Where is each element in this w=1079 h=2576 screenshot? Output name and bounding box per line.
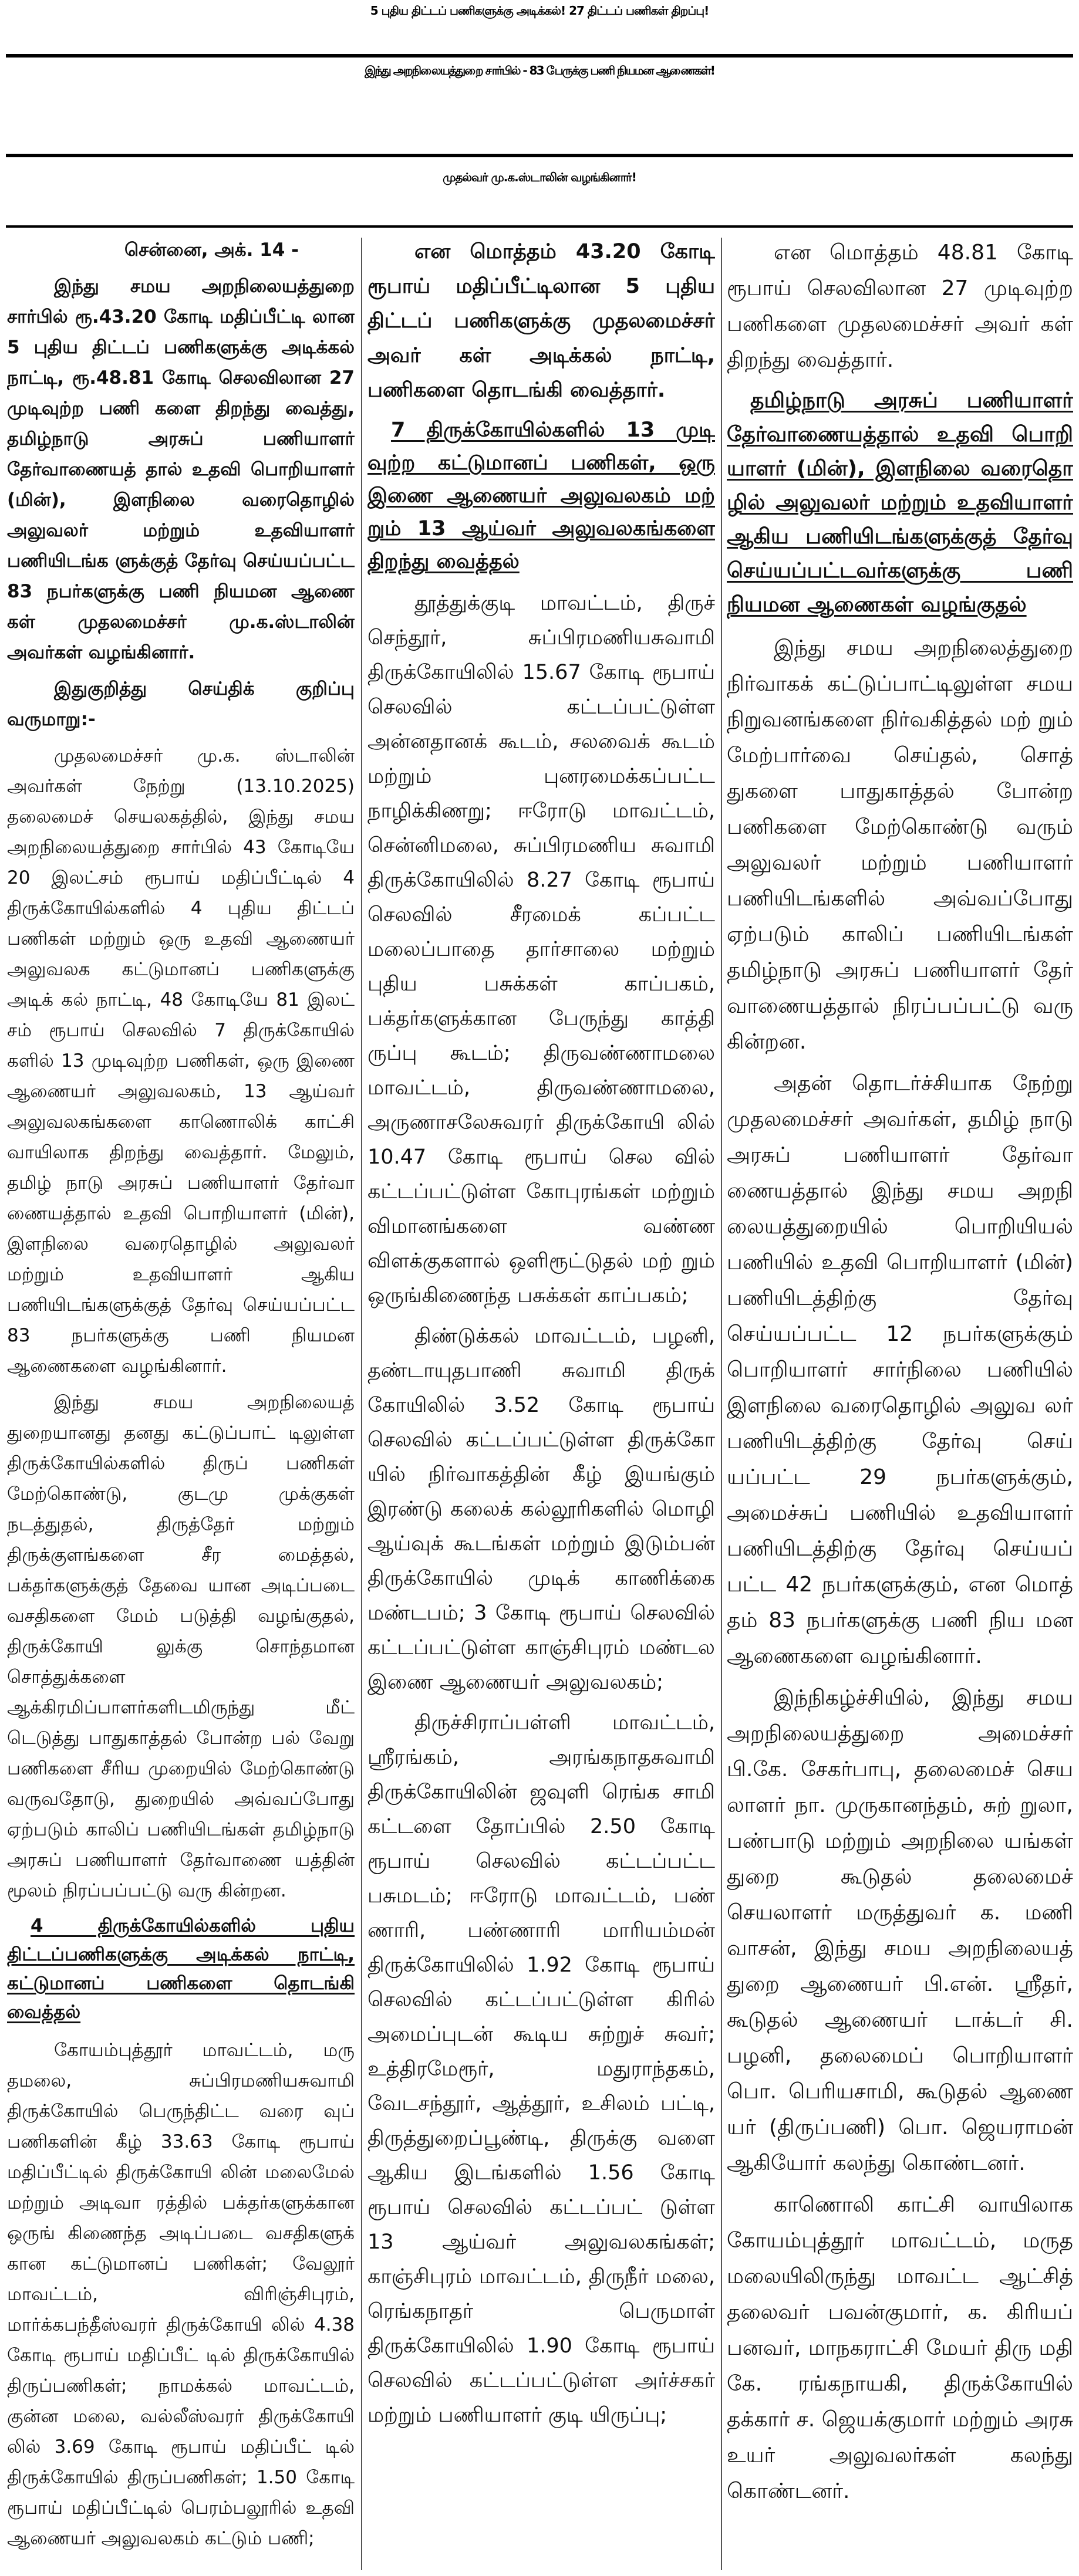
body-paragraph: காணொலி காட்சி வாயிலாக கோயம்புத்தூர் மாவட்டம், மருத மலையிலிருந்து மாவட்ட ஆட்சித் தலைவர் பவன்குமார், க. கிரியப் பனவர், மாநகராட்சி மேயர் திரு மதி கே. ரங்கநாயகி, திருக்கோயில் தக்கார் ச. ஜெயக்குமார் மற்றும் அரசு உயர் அலுவலர்கள் கலந்து கொண்டனர்.: [727, 2193, 1073, 2503]
headline-divider: [6, 154, 1073, 157]
body-paragraph: இந்து சமய அறநிலையத் துறையானது தனது கட்டுப்பாட் டிலுள்ள திருக்கோயில்களில் திருப் பணிகள் மேற்கொண்டு, குடமு முக்குகள் நடத்துதல், திருத்தேர் மற்றும் திருக்குளங்களை சீர மைத்தல், பக்தர்களுக்குத் தேவை யான அடிப்படை வசதிகளை மேம் படுத்தி வழங்குதல், திருக்கோயி லுக்கு சொந்தமான சொத்துக்களை ஆக்கிரமிப்பாளர்களிடமிருந்து மீட் டெடுத்து பாதுகாத்தல் போன்ற பல் வேறு பணிகளை சீரிய முறையில் மேற்கொண்டு வருவதோடு, துறையில் அவ்வப்போது ஏற்படும் காலிப் பணியிடங்கள் தமிழ்நாடு அரசுப் பணியாளர் தேர்வாணை யத்தின் மூலம் நிரப்பப்பட்டு வரு கின்றன.: [7, 1392, 355, 1901]
body-paragraph: இந்து சமய அறநிலைத்துறை நிர்வாகக் கட்டுப்பாட்டிலுள்ள சமய நிறுவனங்களை நிர்வகித்தல் மற் றும் மேற்பார்வை செய்தல், சொத் துகளை பாதுகாத்தல் போன்ற பணிகளை மேற்கொண்டு வரும் அலுவலர் மற்றும் பணியாளர் பணியிடங்களில் அவ்வப்போது ஏற்படும் காலிப் பணியிடங்கள் தமிழ்நாடு அரசுப் பணியாளர் தேர் வாணையத்தால் நிரப்பப்பட்டு வரு கின்றன.: [727, 636, 1073, 1054]
body-paragraph: முதலமைச்சர் மு.க. ஸ்டாலின் அவர்கள் நேற்று (13.10.2025) தலைமைச் செயலகத்தில், இந்து சமய அறநிலையத்துறை சார்பில் 43 கோடியே 20 இலட்சம் ரூபாய் மதிப்பீட்டில் 4 திருக்கோயில்களில் 4 புதிய திட்டப் பணிகள் மற்றும் ஒரு உதவி ஆணையர் அலுவலக கட்டுமானப் பணிகளுக்கு அடிக் கல் நாட்டி, 48 கோடியே 81 இலட் சம் ரூபாய் செலவில் 7 திருக்கோயில் களில் 13 முடிவுற்ற பணிகள், ஒரு இணை ஆணையர் அலுவலகம், 13 ஆய்வர் அலுவலகங்களை காணொலிக் காட்சி வாயிலாக திறந்து வைத்தார். மேலும், தமிழ் நாடு அரசுப் பணியாளர் தேர்வா ணையத்தால் உதவி பொறியாளர் (மின்), இளநிலை வரைதொழில் அலுவலர் மற்றும் உதவியாளர் ஆகிய பணியிடங்களுக்குத் தேர்வு செய்யப்பட்ட 83 நபர்களுக்கு பணி நியமன ஆணைகளை வழங்கினார்.: [7, 745, 355, 1377]
dateline: சென்னை, அக். 14 -: [124, 239, 299, 261]
headline-top: 5 புதிய திட்டப் பணிகளுக்கு அடிக்கல்! 27 திட்டப் பணிகள் திறப்பு!: [370, 4, 709, 18]
article-column-2: [367, 235, 715, 2573]
headline-sub: முதல்வர் மு.க.ஸ்டாலின் வழங்கினார்!: [443, 170, 636, 184]
body-paragraph: என மொத்தம் 48.81 கோடி ரூபாய் செலவிலான 27 முடிவுற்ற பணிகளை முதலமைச்சர் அவர் கள் திறந்து வைத்தார்.: [727, 241, 1073, 372]
body-paragraph: என மொத்தம் 43.20 கோடி ரூபாய் மதிப்பீட்டிலான 5 புதிய திட்டப் பணிகளுக்கு முதலமைச்சர் அவர் கள் அடிக்கல் நாட்டி, பணிகளை தொடங்கி வைத்தார்.: [367, 240, 715, 402]
column-divider: [721, 238, 722, 2570]
body-paragraph: தூத்துக்குடி மாவட்டம், திருச் செந்தூர், சுப்பிரமணியசுவாமி திருக்கோயிலில் 15.67 கோடி ரூபாய் செலவில் கட்டப்பட்டுள்ள அன்னதானக் கூடம், சலவைக் கூடம் மற்றும் புனரமைக்கப்பட்ட நாழிக்கிணறு; ஈரோடு மாவட்டம், சென்னிமலை, சுப்பிரமணிய சுவாமி திருக்கோயிலில் 8.27 கோடி ரூபாய் செலவில் சீரமைக் கப்பட்ட மலைப்பாதை தார்சாலை மற்றும் புதிய பசுக்கள் காப்பகம், பக்தர்களுக்கான பேருந்து காத்தி ருப்பு கூடம்; திருவண்ணாமலை மாவட்டம், திருவண்ணாமலை, அருணாசலேசுவரர் திருக்கோயி லில் 10.47 கோடி ரூபாய் செல வில் கட்டப்பட்டுள்ள கோபுரங்கள் மற்றும் விமானங்களை வண்ண விளக்குகளால் ஒளிரூட்டுதல் மற் றும் ஒருங்கிணைந்த பசுக்கள் காப்பகம்;: [367, 591, 715, 1307]
body-paragraph: அதன் தொடர்ச்சியாக நேற்று முதலமைச்சர் அவர்கள், தமிழ் நாடு அரசுப் பணியாளர் தேர்வா ணையத்தால் இந்து சமய அறநி லையத்துறையில் பொறியியல் பணியில் உதவி பொறியாளர் (மின்) பணியிடத்திற்கு தேர்வு செய்யப்பட்ட 12 நபர்களுக்கும் பொறியாளர் சார்நிலை பணியில் இளநிலை வரைதொழில் அலுவ லர் பணியிடத்திற்கு தேர்வு செய் யப்பட்ட 29 நபர்களுக்கும், அமைச்சுப் பணியில் உதவியாளர் பணியிடத்திற்கு தேர்வு செய்யப் பட்ட 42 நபர்களுக்கும், என மொத் தம் 83 நபர்களுக்கு பணி நிய மன ஆணைகளை வழங்கினார்.: [727, 1071, 1073, 1668]
headline-divider: [6, 54, 1073, 58]
article-column-3: [727, 235, 1073, 2573]
headline-main: இந்து அறநிலையத்துறை சார்பில் - 83 பேருக்கு பணி நியமன ஆணைகள்!: [365, 63, 714, 77]
headline-divider: [6, 225, 1073, 228]
lead-paragraph: இந்து சமய அறநிலையத்துறை சார்பில் ரூ.43.20 கோடி மதிப்பீட்டி லான 5 புதிய திட்டப் பணிகளுக்கு அடிக்கல் நாட்டி, ரூ.48.81 கோடி செலவிலான 27 முடிவுற்ற பணி களை திறந்து வைத்து, தமிழ்நாடு அரசுப் பணியாளர் தேர்வாணையத் தால் உதவி பொறியாளர் (மின்), இளநிலை வரைதொழில் அலுவலர் மற்றும் உதவியாளர் பணியிடங்க ளுக்குத் தேர்வு செய்யப்பட்ட 83 நபர்களுக்கு பணி நியமன ஆணை கள் முதலமைச்சர் மு.க.ஸ்டாலின் அவர்கள் வழங்கினார்.: [7, 276, 355, 663]
body-paragraph: இந்நிகழ்ச்சியில், இந்து சமய அறநிலையத்துறை அமைச்சர் பி.கே. சேகர்பாபு, தலைமைச் செய லாளர் நா. முருகானந்தம், சுற் றுலா, பண்பாடு மற்றும் அறநிலை யங்கள் துறை கூடுதல் தலைமைச் செயலாளர் மருத்துவர் க. மணி வாசன், இந்து சமய அறநிலையத் துறை ஆணையர் பி.என். ஸ்ரீதர், கூடுதல் ஆணையர் டாக்டர் சி. பழனி, தலைமைப் பொறியாளர் பொ. பெரியசாமி, கூடுதல் ஆணை யர் (திருப்பணி) பொ. ஜெயராமன் ஆகியோர் கலந்து கொண்டனர்.: [727, 1686, 1073, 2175]
body-paragraph: கோயம்புத்தூர் மாவட்டம், மரு தமலை, சுப்பிரமணியசுவாமி திருக்கோயில் பெருந்திட்ட வரை வுப் பணிகளின் கீழ் 33.63 கோடி ரூபாய் மதிப்பீட்டில் திருக்கோயி லின் மலைமேல் மற்றும் அடிவா ரத்தில் பக்தர்களுக்கான ஒருங் கிணைந்த அடிப்படை வசதிகளுக் கான கட்டுமானப் பணிகள்; வேலூர் மாவட்டம், விரிஞ்சிபுரம், மார்க்கபந்தீஸ்வரர் திருக்கோயி லில் 4.38 கோடி ரூபாய் மதிப்பீட் டில் திருக்கோயில் திருப்பணிகள்; நாமக்கல் மாவட்டம், குன்ன மலை, வல்லீஸ்வரர் திருக்கோயி லில் 3.69 கோடி ரூபாய் மதிப்பீட் டில் திருக்கோயில் திருப்பணிகள்; 1.50 கோடி ரூபாய் மதிப்பீட்டில் பெரம்பலூரில் உதவி ஆணையர் அலுவலகம் கட்டும் பணி;: [7, 2040, 355, 2549]
section-heading: 4 திருக்கோயில்களில் புதிய திட்டப்பணிகளுக்கு அடிக்கல் நாட்டி, கட்டுமானப் பணிகளை தொடங்கி வைத்தல்: [7, 1915, 355, 2023]
column-divider: [361, 238, 362, 2570]
section-heading: தமிழ்நாடு அரசுப் பணியாளர் தேர்வாணையத்தால் உதவி பொறி யாளர் (மின்), இளநிலை வரைதொ ழில் அலுவலர் மற்றும் உதவியாளர் ஆகிய பணியிடங்களுக்குத் தேர்வு செய்யப்பட்டவர்களுக்கு பணி நியமன ஆணைகள் வழங்குதல்: [727, 388, 1073, 617]
body-paragraph: திண்டுக்கல் மாவட்டம், பழனி, தண்டாயுதபாணி சுவாமி திருக் கோயிலில் 3.52 கோடி ரூபாய் செலவில் கட்டப்பட்டுள்ள திருக்கோ யில் நிர்வாகத்தின் கீழ் இயங்கும் இரண்டு கலைக் கல்லூரிகளில் மொழி ஆய்வுக் கூடங்கள் மற்றும் இடும்பன் திருக்கோயில் முடிக் காணிக்கை மண்டபம்; 3 கோடி ரூபாய் செலவில் கட்டப்பட்டுள்ள காஞ்சிபுரம் மண்டல இணை ஆணையர் அலுவலகம்;: [367, 1324, 715, 1694]
intro-paragraph: இதுகுறித்து செய்திக் குறிப்பு வருமாறு:-: [7, 678, 355, 730]
article-column-1: [7, 235, 355, 2573]
body-paragraph: திருச்சிராப்பள்ளி மாவட்டம், ஸ்ரீரங்கம், அரங்கநாதசுவாமி திருக்கோயிலின் ஜவுளி ரெங்க சாமி கட்டளை தோப்பில் 2.50 கோடி ரூபாய் செலவில் கட்டப்பட்ட பசுமடம்; ஈரோடு மாவட்டம், பண் ணாரி, பண்ணாரி மாரியம்மன் திருக்கோயிலில் 1.92 கோடி ரூபாய் செலவில் கட்டப்பட்டுள்ள கிரில் அமைப்புடன் கூடிய சுற்றுச் சுவர்; உத்திரமேரூர், மதுராந்தகம், வேடசந்தூர், ஆத்தூர், உசிலம் பட்டி, திருத்துறைப்பூண்டி, திருக்கு வளை ஆகிய இடங்களில் 1.56 கோடி ரூபாய் செலவில் கட்டப்பட் டுள்ள 13 ஆய்வர் அலுவலகங்கள்; காஞ்சிபுரம் மாவட்டம், திருநீர் மலை, ரெங்கநாதர் பெருமாள் திருக்கோயிலில் 1.90 கோடி ரூபாய் செலவில் கட்டப்பட்டுள்ள அர்ச்சகர் மற்றும் பணியாளர் குடி யிருப்பு;: [367, 1711, 715, 2427]
section-heading: 7 திருக்கோயில்களில் 13 முடி வுற்ற கட்டுமானப் பணிகள், ஒரு இணை ஆணையர் அலுவலகம் மற் றும் 13 ஆய்வர் அலுவலகங்களை திறந்து வைத்தல்: [367, 418, 715, 573]
